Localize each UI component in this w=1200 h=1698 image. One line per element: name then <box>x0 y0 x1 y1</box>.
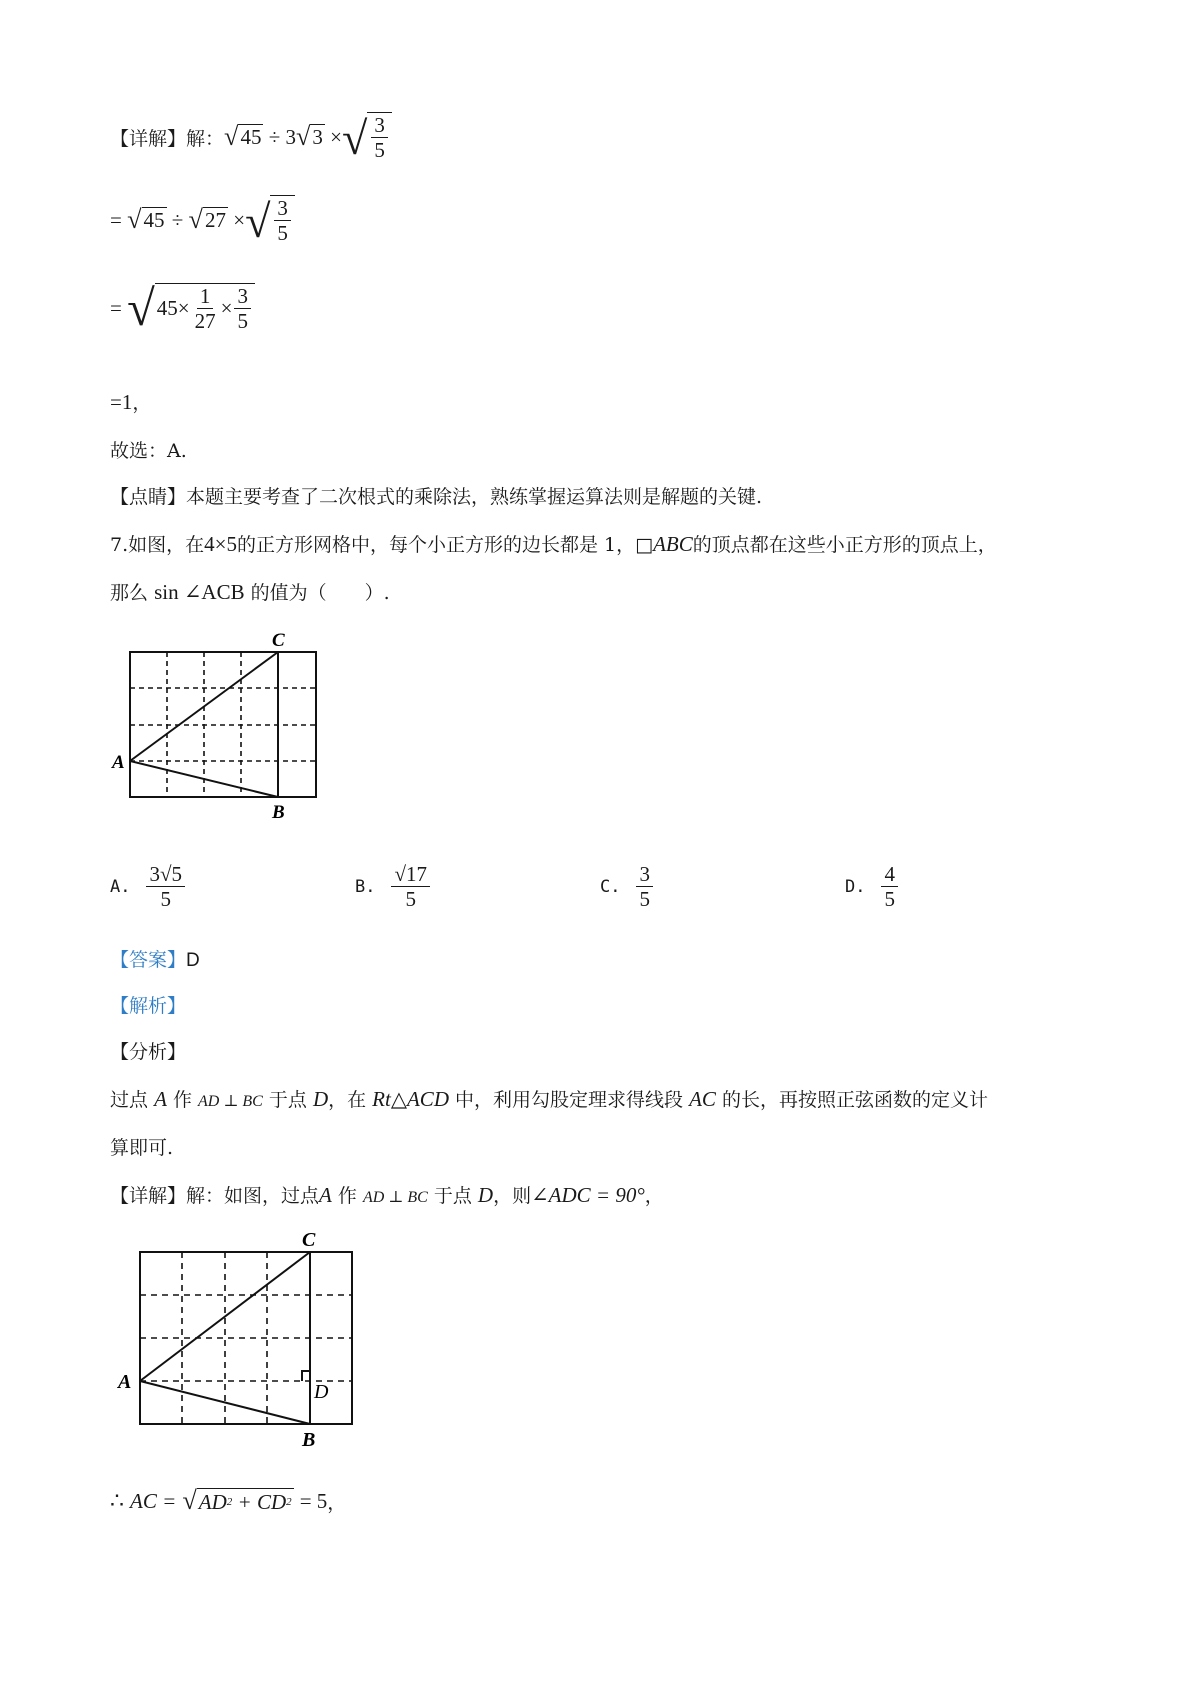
option-a[interactable]: A. $\frac{3√5}{5}$ <box>110 862 187 911</box>
option-b[interactable]: B. $\frac{√17}{5}$ <box>355 862 432 911</box>
detail-line-1 <box>110 112 392 165</box>
therefore-symbol: ∴ <box>110 1489 124 1514</box>
answer-line <box>110 945 200 972</box>
label-C: C <box>272 630 285 651</box>
question-line-2: 那么 sin ∠ACB 的值为（ ）. <box>110 580 390 604</box>
label-A: A <box>118 1371 132 1393</box>
sin-expr: sin ∠ACB <box>154 580 245 604</box>
fenxi-line-2: 算即可. <box>110 1137 174 1159</box>
grid-figure-2 <box>112 1228 362 1453</box>
answer-label: 【答案】 <box>110 949 187 971</box>
label-D: D <box>314 1381 329 1403</box>
question-number: 7. <box>110 534 129 556</box>
label-B: B <box>302 1429 316 1451</box>
label-C: C <box>302 1229 316 1251</box>
comment-text: 本题主要考查了二次根式的乘除法，熟练掌握运算法则是解题的关键. <box>186 486 763 508</box>
ac-sqrt: √ AD 2 + CD 2 <box>182 1486 292 1516</box>
answer-value: D <box>186 950 200 971</box>
fenxi-line-1: 过点 A 作 AD ⊥ BC 于点 D，在 Rt△ACD 中，利用勾股定理求得线段 AC 的长，再按照正弦函数的定义计 <box>110 1087 988 1111</box>
triangle-symbol: □ <box>635 534 654 556</box>
triangle-name: ABC <box>653 532 693 556</box>
choice-line: 故选：A. <box>110 440 187 462</box>
analysis-label: 【解析】 <box>110 995 187 1017</box>
comment-line <box>110 482 762 509</box>
label-A: A <box>112 752 125 773</box>
question-line-1: 7.如图，在4×5的正方形网格中，每个小正方形的边长都是 1，□ABC的顶点都在这些小正方形的顶点上， <box>110 532 997 556</box>
detail-label: 【详解】解： <box>110 127 225 150</box>
option-c[interactable]: C. $\frac{3}{5}$ <box>600 862 655 911</box>
expr-2: = √ 45 ÷ √ 27 × √ $\frac{3}{5}$ <box>110 195 295 245</box>
detail-line-2 <box>110 195 295 248</box>
option-d[interactable]: D. $\frac{4}{5}$ <box>845 862 900 911</box>
detail-line-4: =1， <box>110 390 152 414</box>
grid-expr: 4×5 <box>204 532 237 556</box>
detail-line-3 <box>110 280 255 336</box>
fenxi-label: 【分析】 <box>110 1041 187 1063</box>
label-B: B <box>272 802 285 823</box>
expr-3: = √ 45× $\frac{1}{27}$ × $\frac{3}{5}$ <box>110 283 255 333</box>
expr-1: √ 45 ÷ 3 √ 3 × √ $\frac{3}{5}$ <box>224 112 392 162</box>
result-value: 1 <box>121 390 133 414</box>
comment-label: 【点睛】 <box>110 486 187 508</box>
grid-figure-1 <box>108 628 328 823</box>
detail2-line: 【详解】解：如图，过点A 作 AD ⊥ BC 于点 D，则∠ADC = 90°， <box>110 1183 664 1207</box>
final-line: ∴ AC = √ AD 2 + CD 2 = 5 ， <box>110 1486 347 1516</box>
